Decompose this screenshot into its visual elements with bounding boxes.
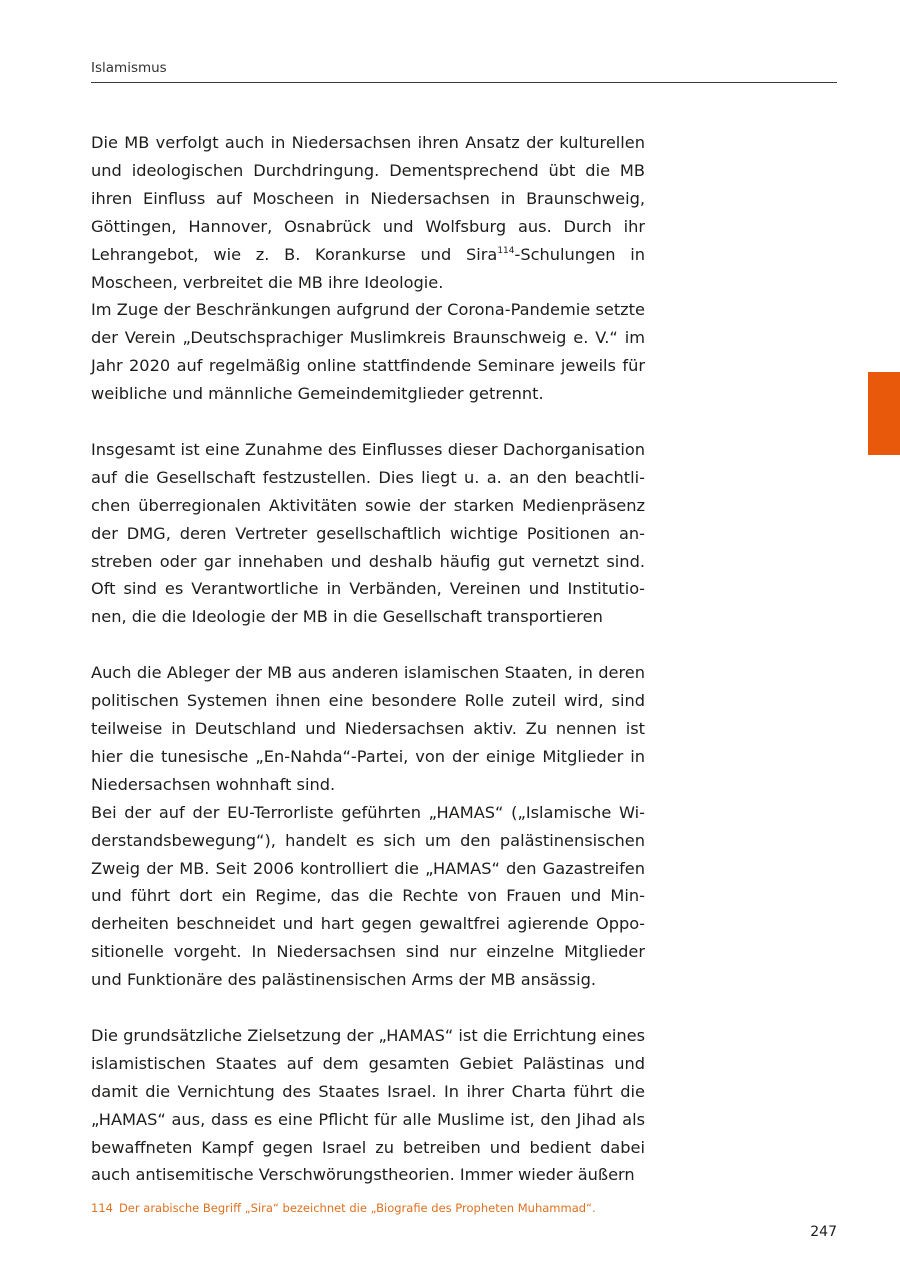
- main-text: [91, 129, 645, 1189]
- paragraph-3: Insgesamt ist eine Zunahme des Einflusses dieser Dachorganisation auf die Gesellschaft festzustellen. Dies liegt u. a. an den beachtlichen überregionalen Aktivitäten sowie der starken Medienpräsenz der DMG, deren Vertreter gesellschaftlich wichtige Positionen anstreben oder gar innehaben und deshalb häufig gut vernetzt sind. Oft sind es Verantwortliche in Verbänden, Vereinen und Institutionen, die die Ideologie der MB in die Gesellschaft transportieren: [91, 439, 645, 627]
- paragraph-1-continuation: -Schulungen in Moscheen, verbreitet die MB ihre Ideologie.: [91, 244, 645, 292]
- chapter-marker-tab: [868, 372, 900, 455]
- running-header: [91, 58, 837, 83]
- footnote-reference[interactable]: 114: [497, 245, 515, 256]
- page-number: 247: [810, 1224, 837, 1240]
- paragraph-1: [91, 129, 645, 296]
- paragraph-2: Im Zuge der Beschränkungen aufgrund der Corona-Pandemie setzte der Verein „Deutschsprachiger Muslimkreis Braunschweig e. V.“ im Jahr 2020 auf regelmäßig online stattfindende Seminare jeweils für weibliche und männliche Gemeindemitglieder getrennt.: [91, 300, 645, 404]
- header-title: Islamismus: [91, 60, 167, 76]
- footnote: [91, 1200, 791, 1216]
- paragraph-5: Bei der auf der EU-Terrorliste geführten „HAMAS“ („Islamische Widerstandsbewegung“), handelt es sich um den palästinensischen Zweig der MB. Seit 2006 kontrolliert die „HAMAS“ den Gazastreifen und führt dort ein Regime, das die Rechte von Frauen und Minderheiten beschneidet und hart gegen gewaltfrei agierende Oppositionelle vorgeht. In Niedersachsen sind nur einzelne Mitglieder und Funktionäre des palästinensischen Arms der MB ansässig.: [91, 802, 645, 990]
- footnote-number: 114: [91, 1201, 113, 1215]
- paragraph-4: Auch die Ableger der MB aus anderen islamischen Staaten, in deren politischen Systemen ihnen eine besondere Rolle zuteil wird, sind teilweise in Deutschland und Niedersachsen aktiv. Zu nennen ist hier die tunesische „En-Nahda“-Partei, von der einige Mitglieder in Niedersachsen wohnhaft sind.: [91, 663, 645, 794]
- footnote-text: Der arabische Begriff „Sira“ bezeichnet die „Biografie des Propheten Muhammad“.: [118, 1201, 596, 1215]
- paragraph-1-text: Die MB verfolgt auch in Niedersachsen ihren Ansatz der kulturellen und ideologischen Durchdringung. Dementsprechend übt die MB ihren Einfluss auf Moscheen in Niedersachsen in Braunschweig, Göttingen, Hannover, Osnabrück und Wolfsburg aus. Durch ihr Lehrangebot, wie z. B. Korankurse und Sira: [91, 133, 645, 264]
- paragraph-6: Die grundsätzliche Zielsetzung der „HAMAS“ ist die Errichtung eines islamistischen Staates auf dem gesamten Gebiet Palästinas und damit die Vernichtung des Staates Israel. In ihrer Charta führt die „HAMAS“ aus, dass es eine Pflicht für alle Muslime ist, den Jihad als bewaffneten Kampf gegen Israel zu betreiben und bedient dabei auch antisemitische Verschwörungstheorien. Immer wieder äußern: [91, 1025, 646, 1185]
